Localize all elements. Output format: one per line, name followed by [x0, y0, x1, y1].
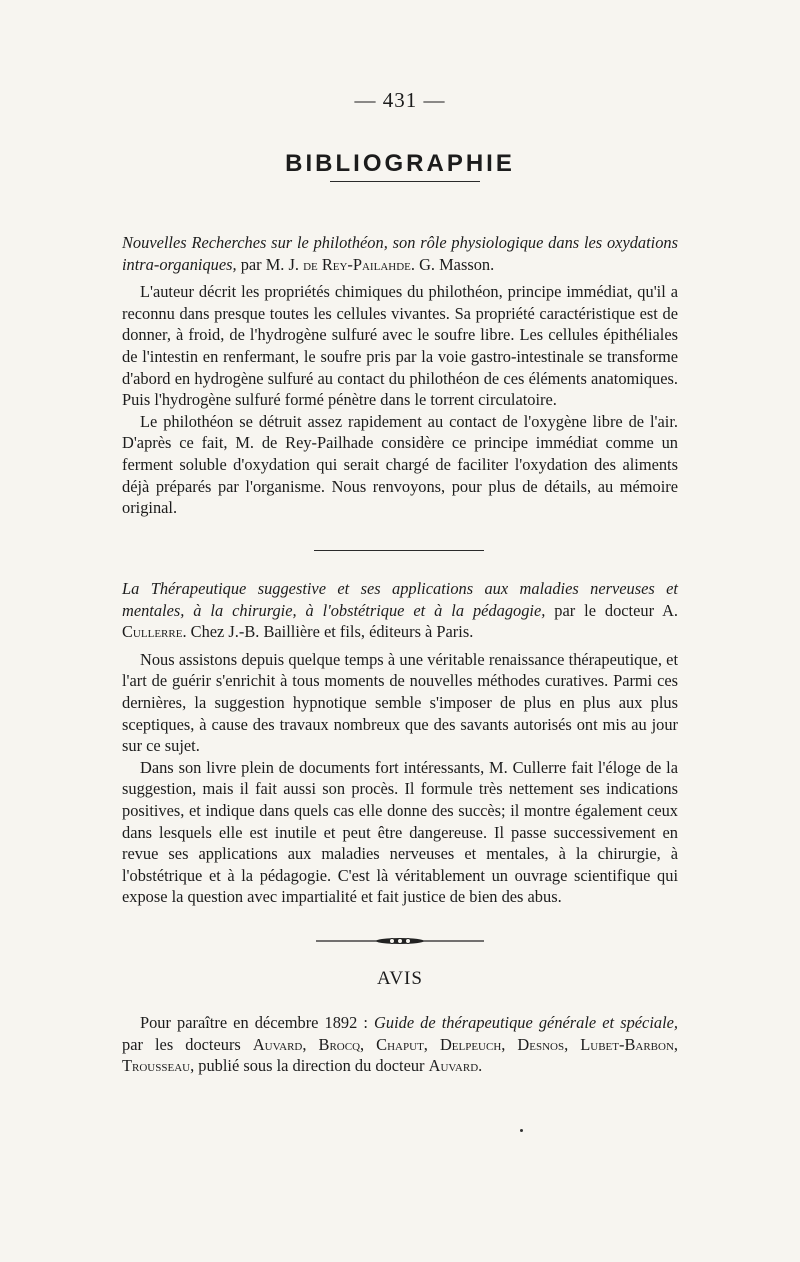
review-philotheon	[122, 232, 678, 519]
byline-text: par M. J.	[236, 254, 304, 274]
review-paragraph: Le philothéon se détruit assez rapidement au contact de l'oxygène libre de l'air. D'après ce fait, M. de Rey-Pailhade considère ce principe immédiat comme un ferment soluble d'oxydation qui serait chargé de faciliter l'oxydation des aliments déjà préparés par l'organisme. Nous renvoyons, pour plus de détails, au mémoire original.	[122, 411, 678, 518]
publisher: . G. Masson.	[410, 254, 495, 274]
page-number: — 431 —	[354, 88, 446, 112]
review-paragraph: Nous assistons depuis quelque temps à une véritable renaissance thérapeutique, et l'art de guérir s'enrichit à tous moments de nouvelles méthodes curatives. Parmi ces dernières, la suggestion hypnotique semble s'imposer de plus en plus aux plus sceptiques, à cause des travaux nombreux que des savants autorisés ont mis au jour sur ce sujet.	[122, 649, 678, 756]
section-title: BIBLIOGRAPHIE	[285, 150, 515, 177]
section-divider	[314, 550, 484, 551]
publisher: . Chez J.-B. Baillière et fils, éditeurs à Paris.	[182, 622, 474, 642]
book-title: Nouvelles Recherches sur le philothéon, son rôle physiologique dans les oxydations intra-organiques,	[122, 233, 678, 274]
byline-text: par le docteur A.	[545, 600, 679, 620]
review-therapeutique	[122, 578, 678, 908]
review-heading	[122, 578, 678, 643]
avis-by: par les docteurs	[122, 1034, 253, 1054]
avis-end: .	[478, 1056, 483, 1076]
avis-heading: AVIS	[377, 968, 423, 989]
avis-paragraph	[122, 1012, 678, 1077]
author-name: Cullerre	[122, 622, 183, 642]
review-paragraph: L'auteur décrit les propriétés chimiques du philothéon, principe immédiat, qu'il a reconnu dans presque toutes les cellules vivantes. Sa propriété caractéristique est de donner, à froid, de l'hydrogène sulfuré avec le soufre libre. Les cellules épithéliales de l'intestin en renfermant, le soufre pris par la voie gastro-intestinale se transforme d'abord en hydrogène sulfuré au contact du philothéon de ces éléments anatomiques. Puis l'hydrogène sulfuré formé pénètre dans le torrent circulatoire.	[122, 282, 678, 410]
avis-direction: , publié sous la direction du docteur	[190, 1056, 429, 1076]
avis-lead: Pour paraître en décembre 1892 :	[140, 1013, 375, 1032]
avis-book-title: Guide de thérapeutique générale et spéciale,	[374, 1013, 678, 1032]
ink-dot	[520, 1129, 523, 1132]
author-name: de Rey-Pailahde	[303, 254, 411, 274]
book-title: La Thérapeutique suggestive et ses applications aux maladies nerveuses et mentales, à la chirurgie, à l'obstétrique et à la pédagogie,	[122, 579, 678, 620]
review-paragraph: Dans son livre plein de documents fort intéressants, M. Cullerre fait l'éloge de la suggestion, mais il fait aussi son procès. Il formule très nettement ses indications positives, et indique dans quels cas elle donne des succès; il montre également ceux dans lesquels elle est inutile et peut être dangereuse. Il passe successivement en revue ses applications aux maladies nerveuses et mentales, à la chirurgie, à l'obstétrique et à la pédagogie. C'est là véritablement un ouvrage scientifique qui expose la question avec impartialité et fait justice de bien des abus.	[122, 757, 678, 907]
review-heading	[122, 232, 678, 275]
avis-notice	[122, 1012, 678, 1077]
avis-authors: Auvard, Brocq, Chaput, Delpeuch, Desnos, Lubet-Barbon, Trousseau	[122, 1034, 678, 1076]
title-underline	[330, 181, 480, 182]
avis-director: Auvard	[428, 1056, 479, 1076]
ornament-divider	[316, 933, 484, 949]
